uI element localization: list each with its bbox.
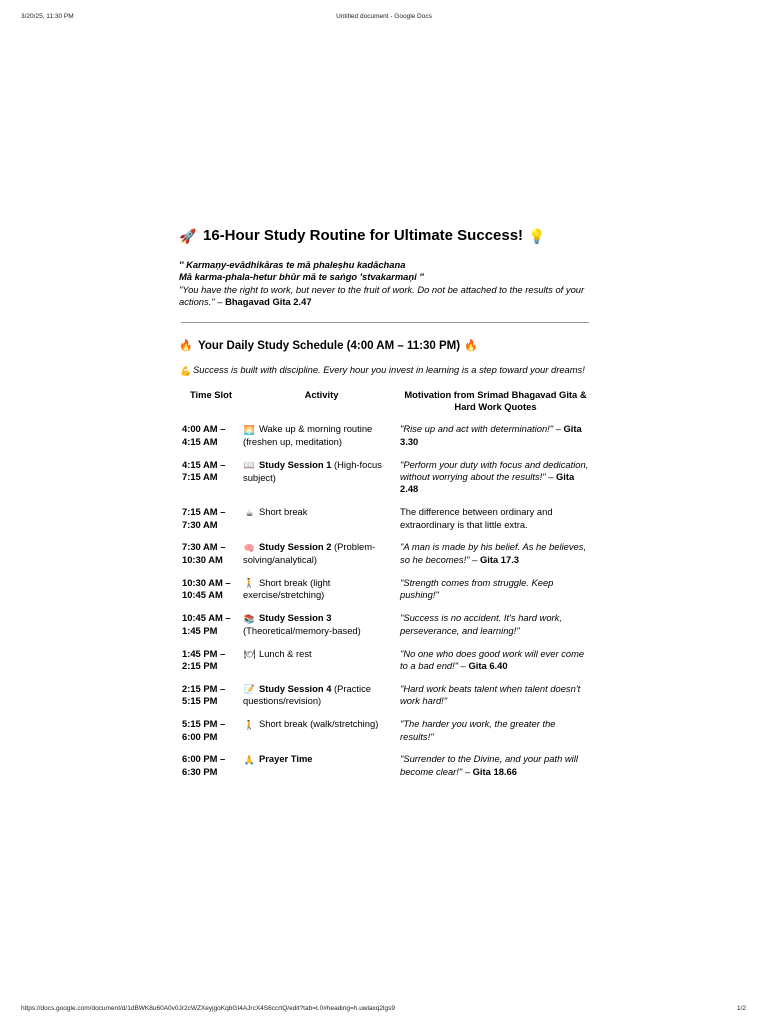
- print-url: https://docs.google.com/document/d/1dBWK8u60A0v0Jr2cWZXeyjgoKqbGI4AJrcX4S6ccrtQ/edit?tab=t.0#heading=h.uwlaxq2lgs9: [21, 1005, 395, 1012]
- time-slot-cell: 10:45 AM – 1:45 PM: [182, 612, 231, 636]
- motivation-quote: "Rise up and act with determination!" –: [400, 423, 564, 435]
- motivation-cell: [400, 423, 591, 458]
- schedule-heading: [179, 338, 591, 354]
- activity-cell: [243, 612, 400, 647]
- motivation-quote: "Success is no accident. It's hard work, perseverance, and learning!": [400, 612, 562, 636]
- time-slot-cell: 7:30 AM – 10:30 AM: [182, 541, 226, 565]
- gita-reference: Gita 17.3: [479, 553, 520, 565]
- fire-icon: 🔥: [179, 340, 193, 353]
- table-row: [179, 753, 591, 788]
- gita-quote-block: [179, 259, 591, 308]
- motivation-cell: [400, 718, 591, 753]
- motivation-quote: "Strength comes from struggle. Keep pushing!": [400, 576, 554, 601]
- activity-title: Prayer Time: [259, 753, 313, 765]
- coffee-icon: ☕: [245, 507, 254, 518]
- activity-detail: (Practice questions/revision): [243, 682, 372, 707]
- activity-detail: Wake up & morning routine (freshen up, meditation): [243, 423, 373, 448]
- intro-paragraph: [179, 364, 591, 377]
- rocket-icon: 🚀: [179, 228, 197, 244]
- motivation-quote: The difference between ordinary and extraordinary is that little extra.: [400, 506, 553, 530]
- activity-detail: Short break: [259, 506, 308, 518]
- print-doc-title: Untitled document - Google Docs: [336, 13, 432, 20]
- table-row: [179, 541, 591, 576]
- motivation-cell: [400, 683, 591, 718]
- table-row: [179, 718, 591, 753]
- column-header-time: Time Slot: [189, 388, 233, 400]
- gita-reference: Gita 6.40: [468, 660, 508, 672]
- activity-detail: Lunch & rest: [259, 647, 312, 659]
- time-slot-cell: 6:00 PM – 6:30 PM: [182, 753, 226, 777]
- activity-title: Study Session 4: [259, 682, 332, 694]
- motivation-cell: [400, 612, 591, 647]
- table-header-row: [179, 389, 591, 424]
- activity-cell: [243, 577, 400, 612]
- motivation-quote: "No one who does good work will ever come to a bad end!" –: [400, 647, 585, 672]
- schedule-table-body: [179, 423, 591, 788]
- column-header-motivation: Motivation from Srimad Bhagavad Gita & Hard Work Quotes: [404, 388, 587, 413]
- activity-cell: [243, 683, 400, 718]
- activity-cell: [243, 506, 400, 541]
- book-icon: 📖: [243, 460, 256, 471]
- activity-detail: (Theoretical/memory-based): [243, 624, 361, 636]
- quote-source: Bhagavad Gita 2.47: [225, 295, 312, 307]
- gita-reference: Gita 2.48: [400, 471, 575, 495]
- schedule-table: [179, 389, 591, 789]
- brain-icon: 🧠: [243, 542, 256, 553]
- time-slot-cell: 7:15 AM – 7:30 AM: [182, 506, 226, 530]
- activity-detail: Short break (walk/stretching): [259, 718, 379, 730]
- table-row: [179, 683, 591, 718]
- table-row: [179, 506, 591, 541]
- document-body: [179, 226, 591, 788]
- activity-title: Study Session 3: [259, 612, 332, 624]
- flexed-biceps-icon: 💪: [180, 365, 192, 376]
- motivation-quote: "A man is made by his belief. As he believes, so he becomes!" –: [400, 541, 587, 565]
- time-slot-cell: 2:15 PM – 5:15 PM: [182, 682, 226, 707]
- motivation-quote: "Perform your duty with focus and dedication, without worrying about the results!" –: [400, 458, 589, 483]
- motivation-cell: [400, 753, 591, 788]
- table-row: [179, 648, 591, 683]
- motivation-cell: [400, 577, 591, 612]
- activity-detail: (Problem-solving/analytical): [243, 541, 376, 566]
- print-datetime: 3/20/25, 11:30 PM: [21, 13, 74, 20]
- activity-cell: [243, 459, 400, 506]
- lightbulb-icon: 💡: [528, 228, 546, 244]
- fire-icon: 🔥: [464, 340, 478, 353]
- walking-person-icon: 🚶: [243, 719, 256, 730]
- books-icon: 📚: [243, 613, 256, 624]
- motivation-quote: "Surrender to the Divine, and your path will become clear!" –: [400, 753, 578, 777]
- time-slot-cell: 4:15 AM – 7:15 AM: [182, 458, 226, 483]
- activity-detail: Short break (light exercise/stretching): [243, 576, 331, 601]
- activity-cell: [243, 423, 400, 458]
- translation-text: "You have the right to work, but never to the fruit of work. Do not be attached to the results of your actions." –: [179, 283, 585, 307]
- activity-cell: [243, 541, 400, 576]
- column-header-activity: Activity: [304, 388, 339, 400]
- activity-cell: [243, 753, 400, 788]
- page-title: [179, 226, 591, 246]
- activity-title: Study Session 1: [259, 458, 332, 470]
- table-row: [179, 459, 591, 506]
- schedule-heading-text: Your Daily Study Schedule (4:00 AM – 11:30 PM): [198, 340, 461, 353]
- table-row: [179, 577, 591, 612]
- intro-text: Success is built with discipline. Every hour you invest in learning is a step toward your dreams!: [193, 364, 585, 376]
- horizontal-divider: [181, 322, 589, 323]
- memo-icon: 📝: [243, 684, 256, 695]
- page-title-text: 16-Hour Study Routine for Ultimate Success!: [203, 227, 524, 244]
- time-slot-cell: 10:30 AM – 10:45 AM: [182, 576, 231, 601]
- sanskrit-line-2: Mā karma-phala-hetur bhūr mā te saṅgo 'stvakarmaṇi '': [179, 271, 424, 283]
- gita-reference: Gita 3.30: [400, 423, 582, 447]
- time-slot-cell: 4:00 AM – 4:15 AM: [182, 423, 226, 447]
- walking-person-icon: 🚶: [243, 578, 256, 589]
- motivation-quote: "Hard work beats talent when talent doesn't work hard!": [400, 682, 581, 707]
- table-row: [179, 423, 591, 458]
- motivation-cell: [400, 506, 591, 541]
- activity-cell: [243, 648, 400, 683]
- print-page-number: 1/2: [736, 1005, 746, 1012]
- praying-hands-icon: 🙏: [243, 754, 256, 765]
- activity-cell: [243, 718, 400, 753]
- motivation-cell: [400, 541, 591, 576]
- sanskrit-line-1: '' Karmaṇy-evādhikāras te mā phaleṣhu kadāchana: [179, 259, 406, 270]
- activity-detail: (High-focus subject): [243, 458, 382, 483]
- time-slot-cell: 1:45 PM – 2:15 PM: [182, 647, 226, 672]
- sunrise-icon: 🌅: [243, 424, 256, 435]
- table-row: [179, 612, 591, 647]
- motivation-cell: [400, 459, 591, 506]
- gita-reference: Gita 18.66: [472, 765, 517, 777]
- motivation-cell: [400, 648, 591, 683]
- plate-icon: 🍽: [243, 649, 256, 660]
- time-slot-cell: 5:15 PM – 6:00 PM: [182, 718, 226, 742]
- english-translation: [179, 284, 591, 309]
- motivation-quote: "The harder you work, the greater the results!": [400, 718, 556, 742]
- activity-title: Study Session 2: [259, 541, 332, 553]
